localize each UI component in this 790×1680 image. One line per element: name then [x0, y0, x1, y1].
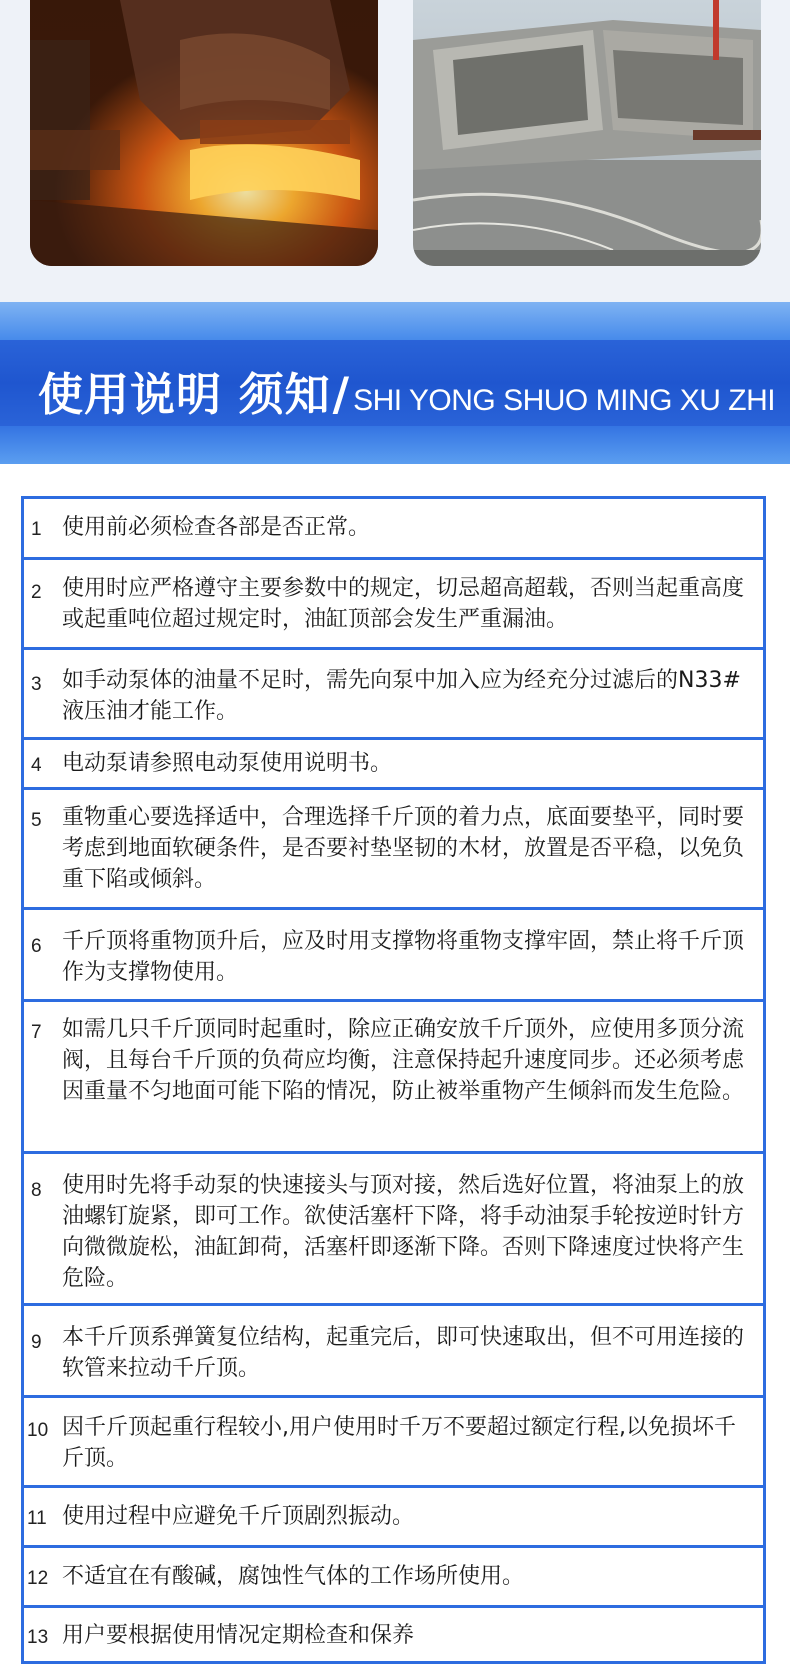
instruction-text: 使用前必须检查各部是否正常。: [62, 515, 371, 540]
instruction-text: 使用时应严格遵守主要参数中的规定，切忌超高超载，否则当起重高度或起重吨位超过规定时，油缸顶部会发生严重漏油。: [62, 576, 745, 632]
instruction-text: 因千斤顶起重行程较小,用户使用时千万不要超过额定行程,以免损坏千斤顶。: [62, 1415, 736, 1471]
banner-title-slash: /: [332, 368, 350, 421]
instruction-number: 4: [31, 755, 42, 776]
instruction-number: 13: [27, 1627, 49, 1648]
instruction-number: 10: [27, 1420, 49, 1441]
instruction-number: 2: [31, 582, 42, 603]
banner-title-pinyin: SHI YONG SHUO MING XU ZHI: [353, 384, 776, 417]
instruction-text: 使用时先将手动泵的快速接头与顶对接，然后选好位置，将油泵上的放油螺钉旋紧，即可工作。欲使活塞杆下降，将手动油泵手轮按逆时针方向微微旋松，油缸卸荷，活塞杆即逐渐下降。否则下降速度过快将产生危险。: [62, 1173, 745, 1291]
instruction-row: [24, 787, 763, 907]
instruction-number: 5: [31, 810, 42, 831]
instruction-number: 8: [31, 1180, 42, 1201]
instruction-row: [24, 1605, 763, 1661]
banner-title-chinese: 使用说明 须知: [38, 368, 331, 421]
instruction-row: [24, 737, 763, 787]
instruction-number: 6: [31, 936, 42, 957]
instruction-table: [21, 496, 766, 1664]
instruction-row: [24, 1485, 763, 1545]
instruction-row: [24, 1151, 763, 1303]
instruction-number: 11: [27, 1508, 47, 1529]
instruction-row: [24, 999, 763, 1151]
instruction-row: [24, 1303, 763, 1395]
instruction-row: [24, 1545, 763, 1605]
instruction-text: 电动泵请参照电动泵使用说明书。: [62, 751, 393, 776]
instruction-text: 用户要根据使用情况定期检查和保养: [62, 1623, 415, 1648]
instruction-number: 7: [31, 1022, 42, 1043]
bridge-girder-photo: [413, 0, 761, 266]
photo-strip: [0, 0, 790, 302]
instruction-row: [24, 647, 763, 737]
instruction-text: 如手动泵体的油量不足时，需先向泵中加入应为经充分过滤后的N33#液压油才能工作。: [62, 668, 741, 724]
instruction-row: [24, 557, 763, 647]
banner-title: [38, 358, 775, 423]
instruction-text: 千斤顶将重物顶升后，应及时用支撑物将重物支撑牢固，禁止将千斤顶作为支撑物使用。: [62, 929, 745, 985]
instruction-row: [24, 907, 763, 999]
instruction-text: 重物重心要选择适中，合理选择千斤顶的着力点，底面要垫平，同时要考虑到地面软硬条件，是否要衬垫坚韧的木材，放置是否平稳，以免负重下陷或倾斜。: [62, 805, 745, 892]
instruction-number: 1: [31, 519, 42, 540]
section-banner: [0, 302, 790, 464]
instruction-number: 9: [31, 1332, 42, 1353]
instruction-number: 12: [27, 1568, 49, 1589]
instruction-text: 本千斤顶系弹簧复位结构，起重完后，即可快速取出，但不可用连接的软管来拉动千斤顶。: [62, 1325, 745, 1381]
steel-furnace-photo: [30, 0, 378, 266]
instruction-text: 不适宜在有酸碱，腐蚀性气体的工作场所使用。: [62, 1564, 525, 1589]
instruction-number: 3: [31, 674, 42, 695]
instruction-row: [24, 1395, 763, 1485]
instruction-row: [24, 499, 763, 557]
instruction-text: 如需几只千斤顶同时起重时，除应正确安放千斤顶外，应使用多顶分流阀，且每台千斤顶的负荷应均衡，注意保持起升速度同步。还必须考虑因重量不匀地面可能下陷的情况，防止被举重物产生倾斜而发生危险。: [62, 1017, 745, 1104]
instruction-text: 使用过程中应避免千斤顶剧烈振动。: [62, 1504, 415, 1529]
